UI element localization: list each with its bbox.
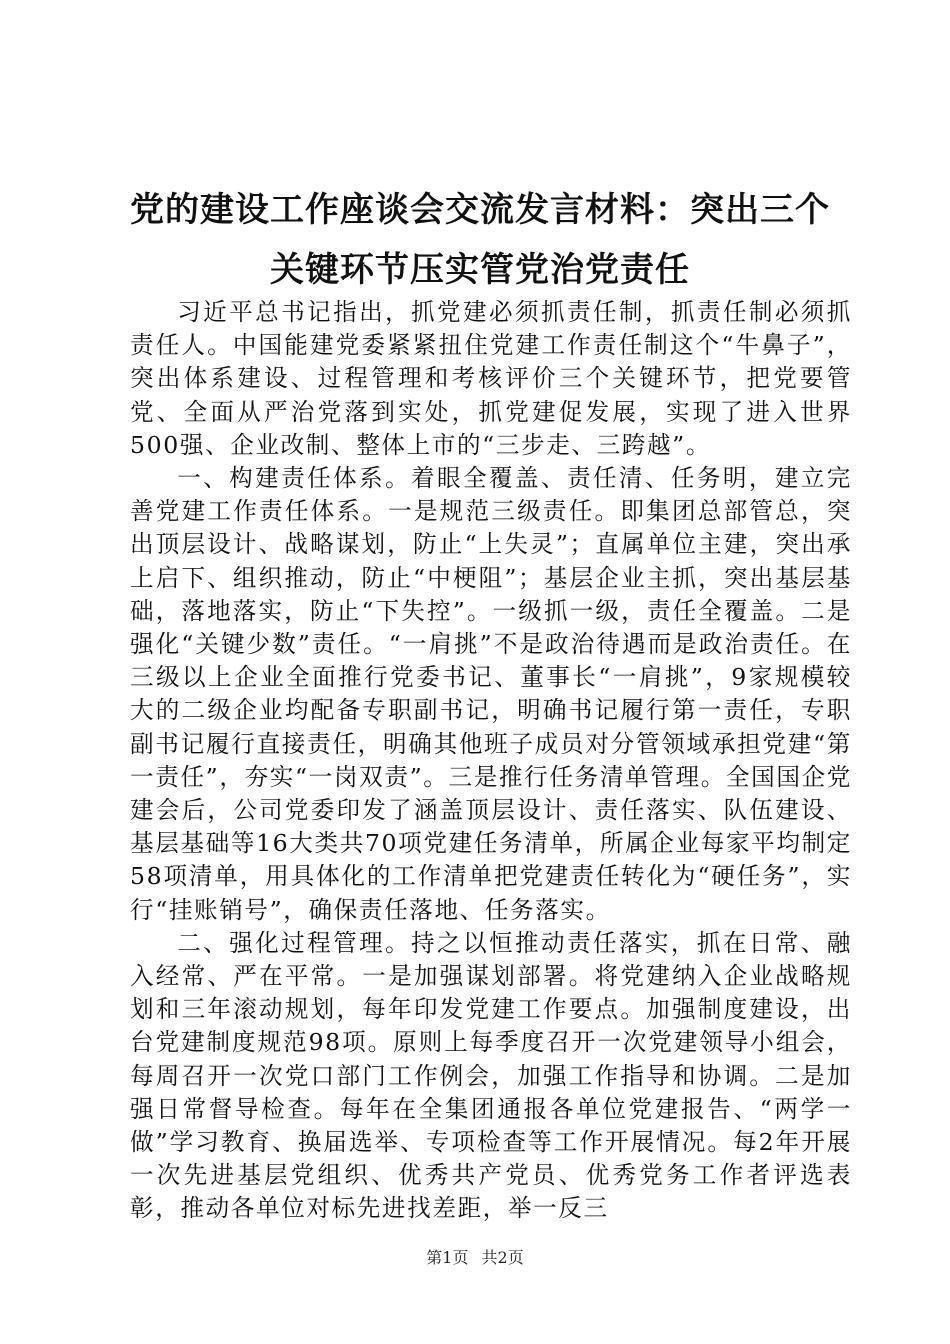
- document-title-line-2: 关键环节压实管党治党责任: [270, 250, 690, 290]
- page-total: 共2页: [481, 1248, 524, 1267]
- paragraph-section-2: 二、强化过程管理。持之以恒推动责任落实，抓在日常、融入经常、严在平常。一是加强谋划部署。将党建纳入企业战略规划和三年滚动规划，每年印发党建工作要点。加强制度建设，出台党建制度规范98项。原则上每季度召开一次党建领导小组会，每周召开一次党口部门工作例会，加强工作指导和协调。二是加强日常督导检查。每年在全集团通报各单位党建报告、“两学一做”学习教育、换届选举、专项检查等工作开展情况。每2年开展一次先进基层党组织、优秀共产党员、优秀党务工作者评选表彰，推动各单位对标先进找差距，举一反三: [130, 928, 852, 1223]
- page-footer: [0, 1245, 950, 1268]
- paragraph-intro: 习近平总书记指出，抓党建必须抓责任制，抓责任制必须抓责任人。中国能建党委紧紧扭住党建工作责任制这个“牛鼻子”，突出体系建设、过程管理和考核评价三个关键环节，把党要管党、全面从严治党落到实处，抓党建促发展，实现了进入世界500强、企业改制、整体上市的“三步走、三跨越”。: [130, 298, 852, 459]
- paragraph-section-1: 一、构建责任体系。着眼全覆盖、责任清、任务明，建立完善党建工作责任体系。一是规范三级责任。即集团总部管总，突出顶层设计、战略谋划，防止“上失灵”；直属单位主建，突出承上启下、组织推动，防止“中梗阻”；基层企业主抓，突出基层基础，落地落实，防止“下失控”。一级抓一级，责任全覆盖。二是强化“关键少数”责任。“一肩挑”不是政治待遇而是政治责任。在三级以上企业全面推行党委书记、董事长“一肩挑”，9家规模较大的二级企业均配备专职副书记，明确书记履行第一责任，专职副书记履行直接责任，明确其他班子成员对分管领域承担党建“第一责任”，夯实“一岗双责”。三是推行任务清单管理。全国国企党建会后，公司党委印发了涵盖顶层设计、责任落实、队伍建设、基层基础等16大类共70项党建任务清单，所属企业每家平均制定58项清单，用具体化的工作清单把党建责任转化为“硬任务”，实行“挂账销号”，确保责任落地、任务落实。: [130, 464, 852, 924]
- document-body: [130, 296, 852, 1226]
- page-number: 第1页: [426, 1248, 469, 1267]
- document-title-line-1: 党的建设工作座谈会交流发言材料：突出三个: [130, 190, 830, 230]
